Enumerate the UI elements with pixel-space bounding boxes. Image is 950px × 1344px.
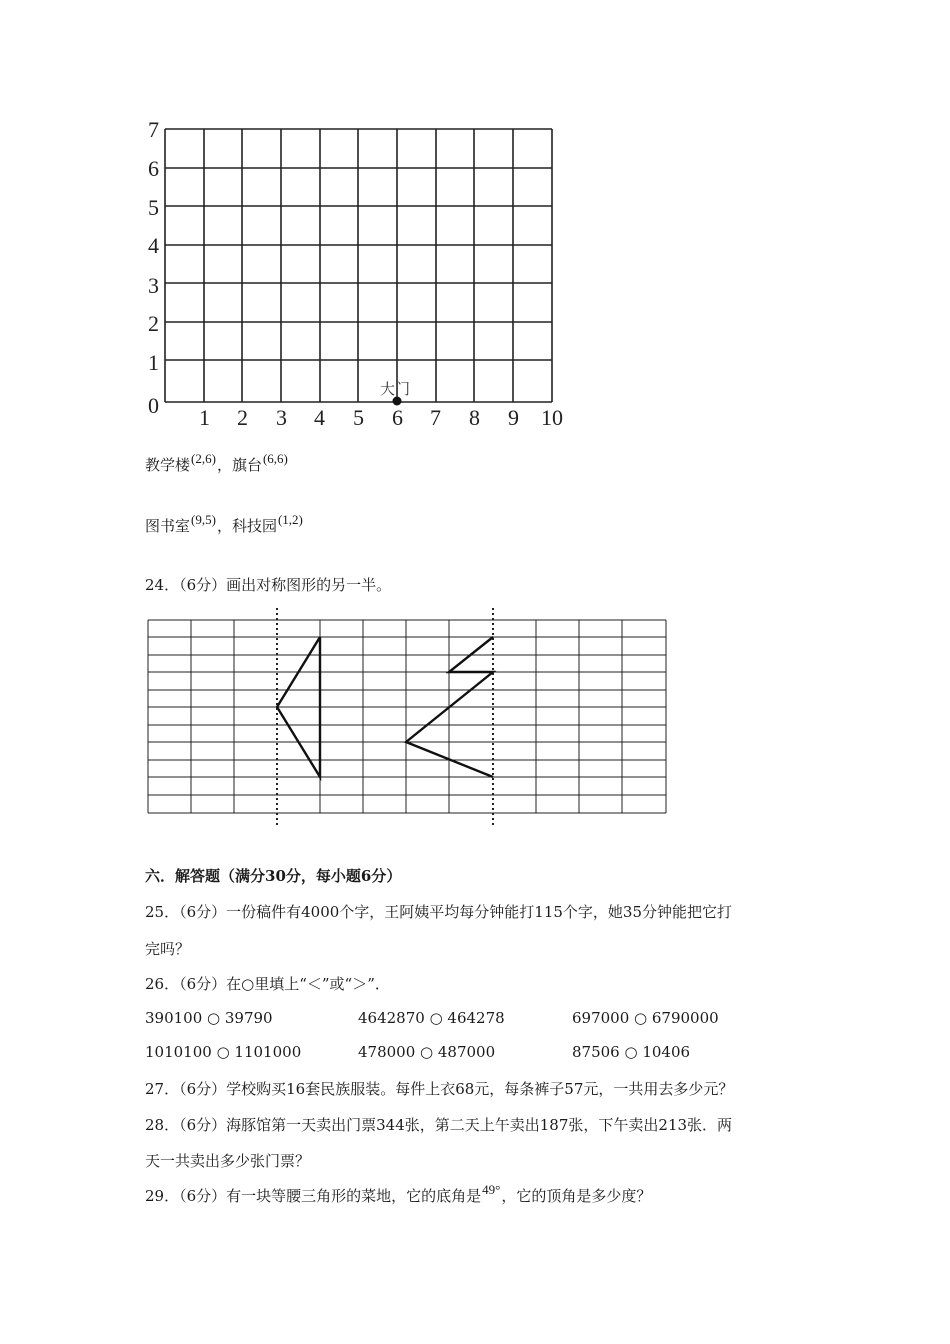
question-29-text: 29．（6分）有一块等腰三角形的菜地，它的底角是 [145, 1187, 482, 1205]
question-28-cont: 天一共卖出多少张门票？ [145, 1152, 311, 1170]
compare-item: 697000 ○ 6790000 [572, 1009, 719, 1027]
y-tick: 4 [148, 233, 159, 258]
coord-line-2 [145, 512, 304, 536]
x-tick: 3 [276, 405, 287, 430]
x-tick: 10 [541, 405, 563, 430]
y-tick: 2 [148, 311, 159, 336]
question-24: 24．（6分）画出对称图形的另一半。 [145, 576, 392, 594]
x-tick: 1 [199, 405, 210, 430]
x-tick: 7 [430, 405, 441, 430]
x-axis-ticks [199, 405, 563, 430]
symmetry-grid [140, 603, 680, 831]
question-29-text-end: ，它的顶角是多少度？ [501, 1187, 652, 1205]
question-25-cont: 完吗？ [145, 940, 191, 958]
section-heading: 六．解答题（满分30分，每小题6分） [145, 867, 402, 885]
place-name: 教学楼 [145, 456, 191, 474]
compare-item: 390100 ○ 39790 [145, 1009, 273, 1027]
y-tick: 1 [148, 350, 159, 375]
compare-item: 87506 ○ 10406 [572, 1043, 691, 1061]
coordinate-value: (9,5) [191, 512, 216, 527]
gate-label: 大门 [380, 380, 411, 398]
question-25: 25．（6分）一份稿件有4000个字，王阿姨平均每分钟能打115个字，她35分钟能把它打 [145, 903, 733, 921]
coordinate-value: (6,6) [262, 451, 288, 466]
compare-item: 1010100 ○ 1101000 [145, 1043, 302, 1061]
place-name: 旗台 [231, 456, 262, 474]
coordinate-grid [140, 112, 580, 432]
x-tick: 8 [469, 405, 480, 430]
x-tick: 9 [508, 405, 519, 430]
y-tick: 3 [148, 273, 159, 298]
compare-item: 4642870 ○ 464278 [358, 1009, 505, 1027]
y-tick: 0 [148, 393, 159, 418]
y-axis-ticks [148, 117, 159, 418]
place-name: 科技园 [231, 517, 277, 535]
separator: ， [216, 456, 232, 474]
y-tick: 5 [148, 195, 159, 220]
question-27: 27．（6分）学校购买16套民族服装。每件上衣68元，每条裤子57元，一共用去多少元？ [145, 1080, 734, 1098]
separator: ， [216, 517, 232, 535]
angle-value: 49° [482, 1182, 501, 1197]
coord-line-1 [145, 451, 289, 475]
y-tick: 6 [148, 156, 159, 181]
compare-item: 478000 ○ 487000 [358, 1043, 496, 1061]
y-tick: 7 [148, 117, 159, 142]
question-28: 28．（6分）海豚馆第一天卖出门票344张，第二天上午卖出187张，下午卖出213张．两 [145, 1116, 733, 1134]
coordinate-value: (1,2) [277, 512, 303, 527]
x-tick: 4 [314, 405, 325, 430]
coordinate-value: (2,6) [191, 451, 216, 466]
question-26: 26．（6分）在○里填上“＜”或“＞”． [145, 975, 390, 993]
x-tick: 2 [237, 405, 248, 430]
x-tick: 6 [392, 405, 403, 430]
x-tick: 5 [353, 405, 364, 430]
question-29 [145, 1182, 652, 1206]
place-name: 图书室 [145, 517, 191, 535]
